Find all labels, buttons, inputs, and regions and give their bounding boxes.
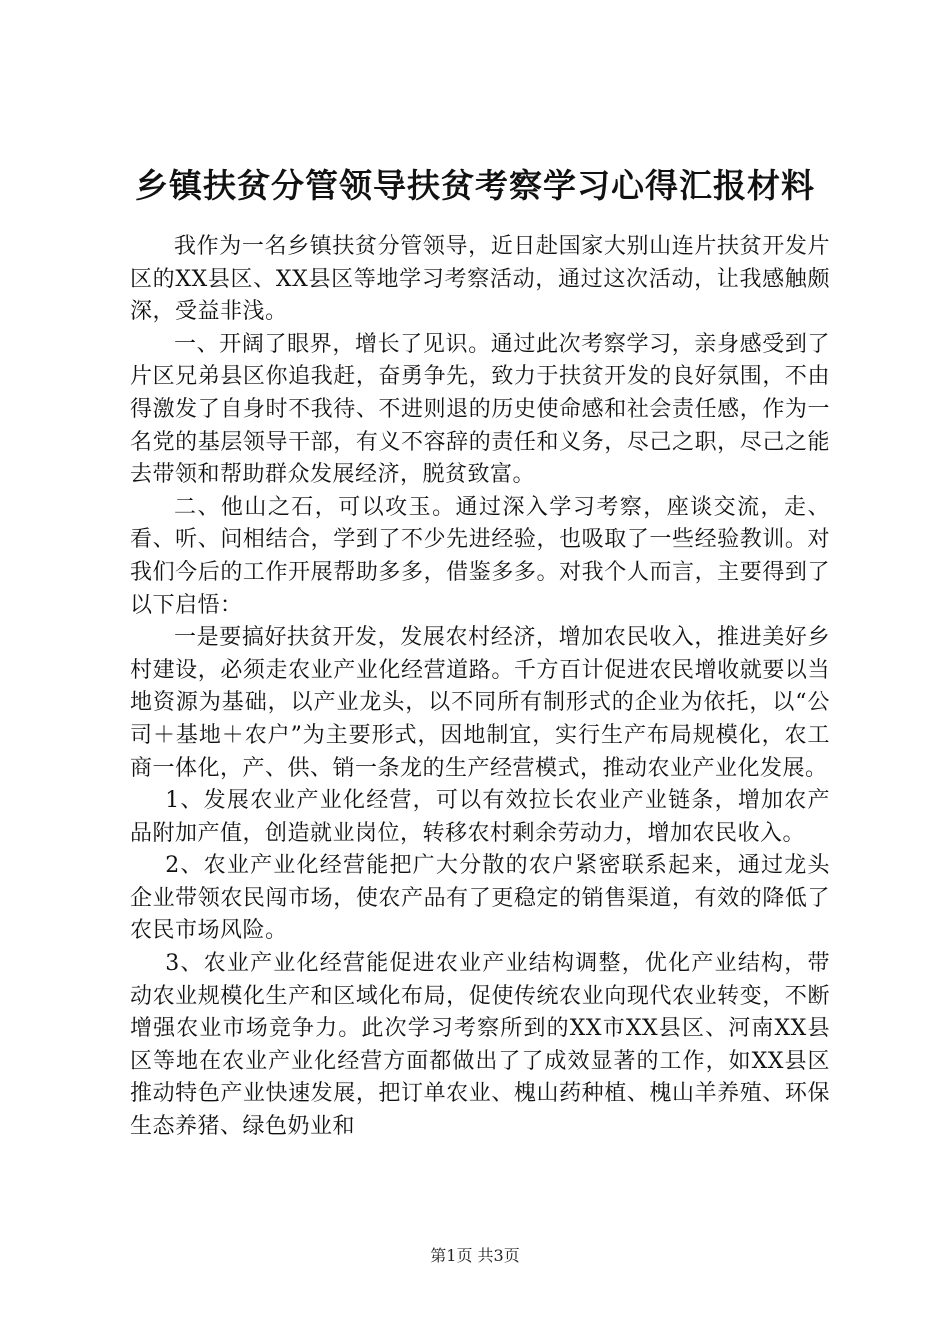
paragraph-item-2: 2、农业产业化经营能把广大分散的农户紧密联系起来，通过龙头企业带领农民闯市场，使农产品有了更稳定的销售渠道，有效的降低了农民市场风险。	[130, 853, 830, 944]
document-title: 乡镇扶贫分管领导扶贫考察学习心得汇报材料	[135, 166, 815, 205]
paragraph-item-3: 3、农业产业化经营能促进农业产业结构调整，优化产业结构，带动农业规模化生产和区域化布局，促使传统农业向现代农业转变，不断增强农业市场竞争力。此次学习考察所到的XX市XX县区、河南XX县区等地在农业产业化经营方面都做出了了成效显著的工作，如XX县区推动特色产业快速发展，把订单农业、槐山药种植、槐山羊养殖、环保生态养猪、绿色奶业和	[130, 951, 830, 1140]
paragraph-point-1: 一是要搞好扶贫开发，发展农村经济，增加农民收入，推进美好乡村建设，必须走农业产业化经营道路。千方百计促进农民增收就要以当地资源为基础，以产业龙头，以不同所有制形式的企业为依托，以“公司＋基地＋农户”为主要形式，因地制宜，实行生产布局规模化，农工商一体化，产、供、销一条龙的生产经营模式，推动农业产业化发展。	[130, 625, 830, 781]
page-footer: 第1页 共3页	[430, 1246, 520, 1265]
paragraph-section-2: 二、他山之石，可以攻玉。通过深入学习考察，座谈交流，走、看、听、问相结合，学到了不少先进经验，也吸取了一些经验教训。对我们今后的工作开展帮助多多，借鉴多多。对我个人而言，主要得到了以下启悟：	[130, 494, 830, 618]
paragraph-intro: 我作为一名乡镇扶贫分管领导，近日赴国家大别山连片扶贫开发片区的XX县区、XX县区等地学习考察活动，通过这次活动，让我感触颇深，受益非浅。	[130, 234, 830, 325]
paragraph-item-1: 1、发展农业产业化经营，可以有效拉长农业产业链条，增加农产品附加产值，创造就业岗位，转移农村剩余劳动力，增加农民收入。	[130, 788, 830, 846]
document-body	[130, 231, 830, 1144]
paragraph-section-1: 一、开阔了眼界，增长了见识。通过此次考察学习，亲身感受到了片区兄弟县区你追我赶，奋勇争先，致力于扶贫开发的良好氛围，不由得激发了自身时不我待、不进则退的历史使命感和社会责任感，作为一名党的基层领导干部，有义不容辞的责任和义务，尽己之职，尽己之能去带领和帮助群众发展经济，脱贫致富。	[130, 331, 830, 488]
